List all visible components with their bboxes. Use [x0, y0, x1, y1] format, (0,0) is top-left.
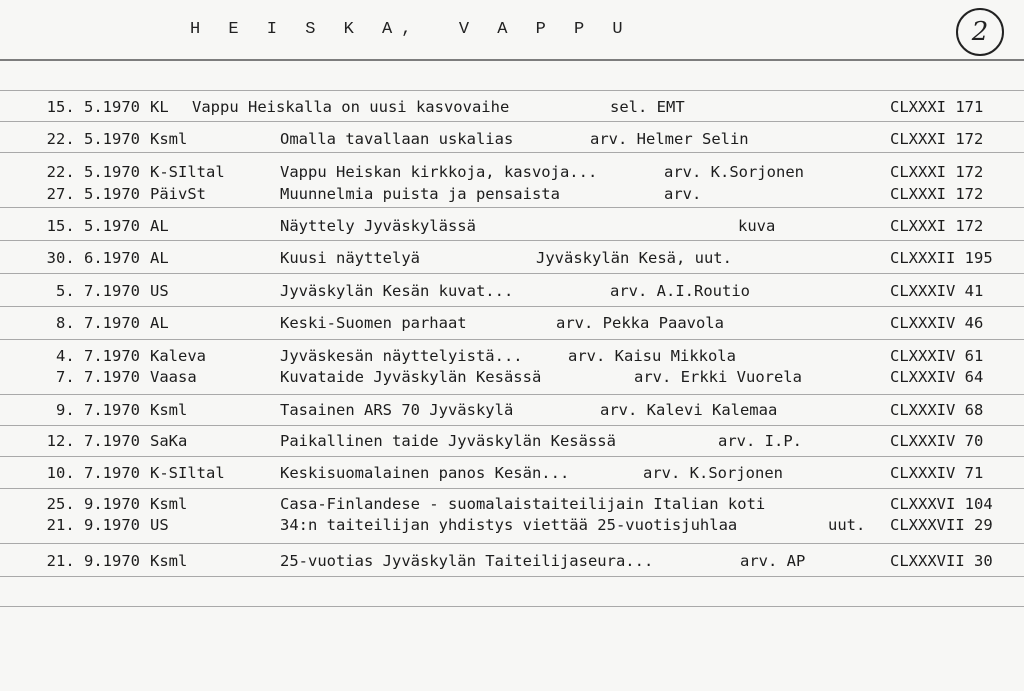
entry-reference: CLXXXVII 29 [890, 516, 993, 534]
entry-row [0, 346, 1024, 366]
entry-date: 21. 9.1970 [46, 516, 140, 534]
entry-reference: CLXXXIV 41 [890, 282, 984, 300]
rule-line [0, 543, 1024, 544]
entry-note: sel. EMT [610, 98, 685, 116]
entry-reference: CLXXXI 171 [890, 98, 984, 116]
entry-source: Kaleva [150, 347, 206, 365]
entry-row [0, 367, 1024, 387]
entry-reference: CLXXXI 172 [890, 163, 984, 181]
entry-note: arv. Pekka Paavola [556, 314, 724, 332]
entry-source: Ksml [150, 552, 188, 570]
entry-reference: CLXXXI 172 [890, 217, 984, 235]
rule-line [0, 425, 1024, 426]
entry-note: arv. AP [740, 552, 806, 570]
entry-reference: CLXXXIV 64 [890, 368, 984, 386]
entry-source: US [150, 516, 169, 534]
entry-date: 4. 7.1970 [56, 347, 140, 365]
entry-reference: CLXXXIV 70 [890, 432, 984, 450]
entry-reference: CLXXXVI 104 [890, 495, 993, 513]
entry-source: PäivSt [150, 185, 206, 203]
entry-title: Muunnelmia puista ja pensaista [280, 185, 560, 203]
rule-line [0, 456, 1024, 457]
entry-source: Vaasa [150, 368, 197, 386]
rule-line [0, 273, 1024, 274]
entry-date: 25. 9.1970 [46, 495, 140, 513]
entry-note: arv. Kalevi Kalemaa [600, 401, 778, 419]
entry-title: 25-vuotias Jyväskylän Taiteilijaseura... [280, 552, 654, 570]
rule-line [0, 606, 1024, 607]
entry-note: kuva [738, 217, 776, 235]
entry-title: Casa-Finlandese - suomalaistaiteilijain Italian koti [280, 495, 766, 513]
entry-row [0, 281, 1024, 301]
entry-reference: CLXXXI 172 [890, 185, 984, 203]
entry-source: Ksml [150, 495, 188, 513]
entry-date: 22. 5.1970 [46, 130, 140, 148]
entry-title: Keski-Suomen parhaat [280, 314, 467, 332]
entry-note: Jyväskylän Kesä, uut. [536, 249, 732, 267]
entry-note: arv. K.Sorjonen [643, 464, 783, 482]
entry-source: US [150, 282, 169, 300]
entry-row [0, 184, 1024, 204]
rule-line [0, 576, 1024, 577]
entry-row [0, 216, 1024, 236]
entry-title: 34:n taiteilijan yhdistys viettää 25-vuotisjuhlaa [280, 516, 738, 534]
rule-line [0, 207, 1024, 208]
entry-row [0, 129, 1024, 149]
entry-note: arv. Helmer Selin [590, 130, 749, 148]
rule-line [0, 488, 1024, 489]
entry-reference: CLXXXII 195 [890, 249, 993, 267]
entry-row [0, 162, 1024, 182]
entry-row [0, 515, 1024, 535]
entry-row [0, 400, 1024, 420]
card-title: H E I S K A, V A P P U [190, 20, 632, 39]
rule-line [0, 121, 1024, 122]
entry-note: arv. Kaisu Mikkola [568, 347, 736, 365]
entry-title: Omalla tavallaan uskalias [280, 130, 514, 148]
rule-line [0, 152, 1024, 153]
entry-note: uut. [828, 516, 866, 534]
entry-date: 9. 7.1970 [56, 401, 140, 419]
entry-row [0, 313, 1024, 333]
entry-title: Vappu Heiskalla on uusi kasvovaihe [192, 98, 510, 116]
entry-date: 21. 9.1970 [46, 552, 140, 570]
rule-line [0, 306, 1024, 307]
entry-source: Ksml [150, 401, 188, 419]
entry-date: 12. 7.1970 [46, 432, 140, 450]
entry-source: AL [150, 217, 169, 235]
entry-title: Kuusi näyttelyä [280, 249, 420, 267]
entry-reference: CLXXXIV 61 [890, 347, 984, 365]
entry-reference: CLXXXI 172 [890, 130, 984, 148]
entry-source: SaKa [150, 432, 188, 450]
entry-title: Vappu Heiskan kirkkoja, kasvoja... [280, 163, 598, 181]
entry-date: 27. 5.1970 [46, 185, 140, 203]
rule-line [0, 59, 1024, 61]
entry-date: 15. 5.1970 [46, 98, 140, 116]
entry-row [0, 494, 1024, 514]
entry-source: K-SIltal [150, 464, 225, 482]
entry-note: arv. K.Sorjonen [664, 163, 804, 181]
entry-reference: CLXXXIV 68 [890, 401, 984, 419]
entry-source: Ksml [150, 130, 188, 148]
entry-date: 15. 5.1970 [46, 217, 140, 235]
entry-note: arv. [664, 185, 702, 203]
entry-date: 8. 7.1970 [56, 314, 140, 332]
entry-title: Paikallinen taide Jyväskylän Kesässä [280, 432, 616, 450]
entry-date: 5. 7.1970 [56, 282, 140, 300]
entry-date: 10. 7.1970 [46, 464, 140, 482]
entry-source: KL [150, 98, 169, 116]
entry-row [0, 463, 1024, 483]
entry-note: arv. A.I.Routio [610, 282, 750, 300]
entry-source: AL [150, 249, 169, 267]
entry-row [0, 97, 1024, 117]
entry-title: Näyttely Jyväskylässä [280, 217, 476, 235]
entry-note: arv. Erkki Vuorela [634, 368, 802, 386]
entry-reference: CLXXXIV 46 [890, 314, 984, 332]
entry-title: Keskisuomalainen panos Kesän... [280, 464, 570, 482]
entry-row [0, 248, 1024, 268]
entry-note: arv. I.P. [718, 432, 802, 450]
entry-date: 7. 7.1970 [56, 368, 140, 386]
entry-source: AL [150, 314, 169, 332]
entry-row [0, 431, 1024, 451]
entry-title: Jyväskesän näyttelyistä... [280, 347, 523, 365]
entry-title: Jyväskylän Kesän kuvat... [280, 282, 514, 300]
rule-line [0, 339, 1024, 340]
entry-reference: CLXXXIV 71 [890, 464, 984, 482]
rule-line [0, 90, 1024, 91]
entry-title: Tasainen ARS 70 Jyväskylä [280, 401, 514, 419]
entry-reference: CLXXXVII 30 [890, 552, 993, 570]
entry-title: Kuvataide Jyväskylän Kesässä [280, 368, 542, 386]
entry-date: 22. 5.1970 [46, 163, 140, 181]
entry-source: K-SIltal [150, 163, 225, 181]
card-number-badge: 2 [956, 8, 1004, 56]
rule-line [0, 394, 1024, 395]
rule-line [0, 240, 1024, 241]
entry-date: 30. 6.1970 [46, 249, 140, 267]
entry-row [0, 551, 1024, 571]
